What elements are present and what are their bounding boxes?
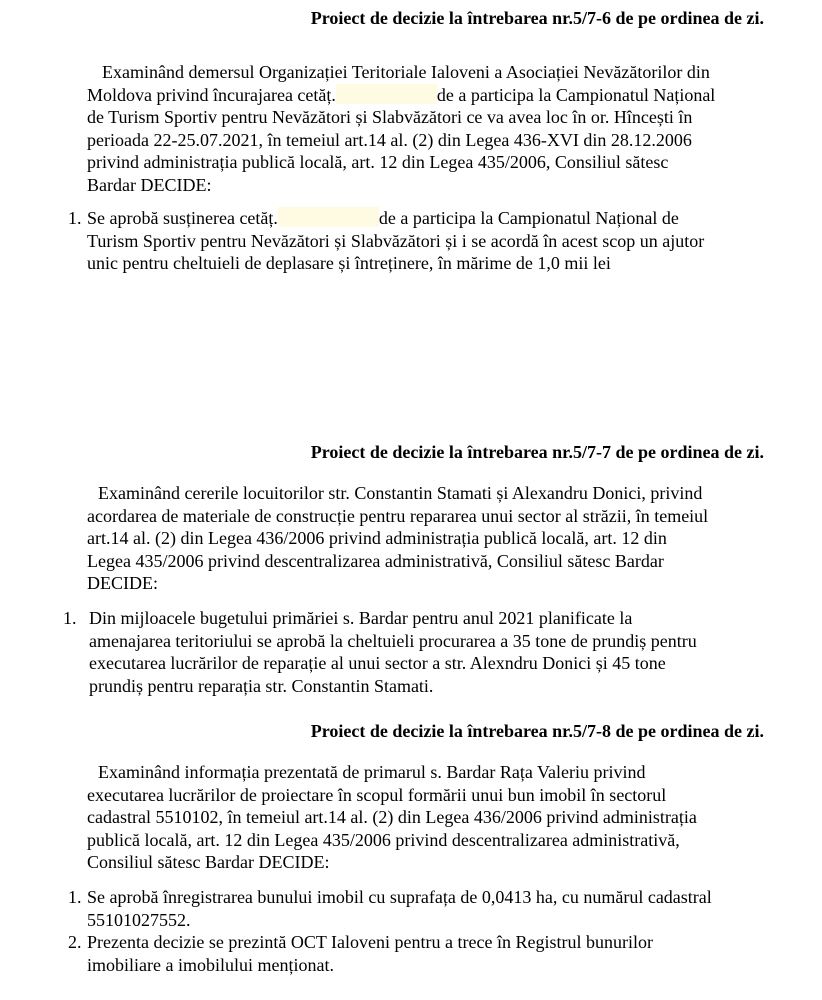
intro-line: Examinând informația prezentată de primarul s. Bardar Rața Valeriu privind	[98, 762, 646, 782]
redacted-name	[336, 84, 437, 104]
list-item-text: Se aprobă susținerea cetăț. de a participa la Campionatul Național de Turism Sportiv pentru Nevăzători și Slabvăzători și i se acordă în acest scop un ajutor unic pentru cheltuieli de deplasare și întreținere, în mărime de 1,0 mii lei	[87, 208, 705, 273]
section-title: Proiect de decizie la întrebarea nr.5/7-7 de pe ordinea de zi.	[310, 442, 764, 462]
decision-section-5-7-8	[0, 720, 822, 743]
intro-line: cadastral 5510102, în temeiul art.14 al. (2) din Legea 436/2006 privind administrația	[87, 807, 697, 827]
decision-section-5-7-6	[0, 7, 822, 30]
intro-line: executarea lucrărilor de proiectare în scopul formării unui bun imobil în sectorul	[87, 784, 667, 805]
section-title: Proiect de decizie la întrebarea nr.5/7-8 de pe ordinea de zi.	[310, 721, 764, 741]
list-item-text: Se aprobă înregistrarea bunului imobil cu suprafața de 0,0413 ha, cu numărul cadastral 55101027552.	[87, 887, 712, 930]
intro-line: Examinând cererile locuitorilor str. Constantin Stamati și Alexandru Donici, privind	[98, 483, 703, 503]
section-intro	[87, 761, 767, 874]
list-number: 1.	[68, 208, 82, 228]
intro-line: privind administrația publică locală, art. 12 din Legea 435/2006, Consiliul sătesc	[87, 152, 669, 172]
intro-line: Moldova privind încurajarea cetăț. de a participa la Campionatul Național	[87, 84, 716, 105]
list-item-text: Din mijloacele bugetului primăriei s. Bardar pentru anul 2021 planificate la amenajarea teritoriului se aprobă la cheltuieli procurarea a 35 tone de prundiș pentru executarea lucrărilor de reparație al unui sector a str. Alexndru Donici și 45 tone prundiș pentru reparația str. Constantin Stamati.	[89, 608, 697, 696]
list-number: 1.	[63, 608, 77, 628]
list-item-text: Prezenta decizie se prezintă OCT Ialoveni pentru a trece în Registrul bunurilor imobiliare a imobilului menționat.	[87, 932, 653, 975]
list-item	[68, 931, 653, 976]
intro-line: de Turism Sportiv pentru Nevăzători și Slabvăzători ce va avea loc în or. Hîncești în	[87, 107, 693, 127]
intro-line: acordarea de materiale de construcție pentru repararea unui sector al străzii, în temeiul	[87, 505, 709, 526]
intro-line: Legea 435/2006 privind descentralizarea administrativă, Consiliul sătesc Bardar	[87, 550, 664, 571]
redacted-name	[278, 207, 379, 227]
intro-line: Bardar DECIDE:	[87, 174, 212, 195]
section-intro	[87, 61, 767, 196]
intro-line: Consiliul sătesc Bardar DECIDE:	[87, 852, 330, 872]
list-item	[68, 886, 712, 931]
section-title: Proiect de decizie la întrebarea nr.5/7-6 de pe ordinea de zi.	[310, 8, 764, 28]
decision-section-5-7-7	[0, 441, 822, 464]
list-number: 2.	[68, 932, 82, 952]
intro-line: DECIDE:	[87, 573, 158, 593]
list-item	[63, 607, 697, 697]
section-intro	[87, 482, 767, 595]
intro-line: Examinând demersul Organizației Teritoriale Ialoveni a Asociației Nevăzătorilor din	[102, 62, 710, 82]
intro-line: publică locală, art. 12 din Legea 435/2006 privind descentralizarea administrativă,	[87, 829, 680, 850]
intro-line: art.14 al. (2) din Legea 436/2006 privind administrația publică locală, art. 12 din	[87, 528, 667, 548]
list-number: 1.	[68, 887, 82, 907]
list-item	[68, 207, 704, 275]
intro-line: perioada 22-25.07.2021, în temeiul art.14 al. (2) din Legea 436-XVI din 28.12.2006	[87, 129, 692, 150]
